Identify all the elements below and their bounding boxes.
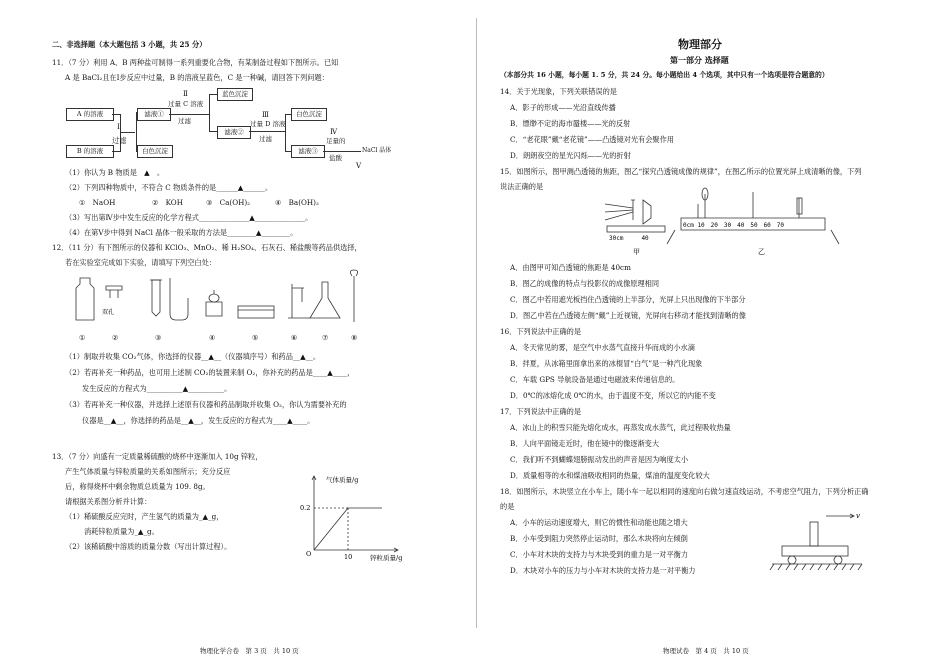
- q17-option-b: B．人向平面镜走近时，他在镜中的像逐渐变大: [510, 439, 660, 448]
- app-label-2: ②: [112, 333, 119, 342]
- q13-p1b: 消耗锌粒质量为_▲_g。: [84, 527, 159, 536]
- q18-option-b: B．小车受到阻力突然停止运动时，那么木块将向左倾倒: [510, 534, 688, 543]
- app-label-1: ①: [79, 333, 86, 342]
- flow-filter2: 过滤: [178, 117, 191, 125]
- q11-opt4: ④ Ba(OH)₂: [275, 198, 319, 207]
- flow-step4: Ⅳ: [330, 127, 338, 136]
- q17-stem: 17．下列说法中正确的是: [500, 407, 582, 416]
- q16-option-d: D．0℃的冰熔化成 0℃的水，由于温度不变，所以它的内能不变: [510, 391, 716, 400]
- app-label-3: ③: [155, 333, 162, 342]
- q17-option-c: C．我们听不到蝴蝶翅膀振动发出的声音是因为响度太小: [510, 455, 689, 464]
- q13-line4: 请根据关系图分析并计算：: [65, 497, 152, 506]
- flow-a-solution: A 的溶液: [66, 108, 114, 121]
- q13-line3: 后，称得烧杯中剩余物质总质量为 109. 8g。: [65, 482, 210, 491]
- q16-option-a: A．冬天常见的雾，是空气中水蒸气直接升华而成的小水滴: [510, 343, 695, 352]
- q17-option-d: D．质量相等的水和煤油吸收相同的热量，煤油的温度变化较大: [510, 471, 710, 480]
- q16-stem: 16．下列说法中正确的是: [500, 327, 582, 336]
- graph-xtick: 10: [344, 553, 353, 561]
- q14-stem: 14．关于光现象，下列关联错误的是: [500, 87, 617, 96]
- physics-title: 物理部分: [678, 38, 722, 51]
- right-footer: 物理试卷 第 4 页 共 10 页: [663, 647, 749, 655]
- flow-white-ppt2: 白色沉淀: [291, 108, 327, 121]
- q13-graph: [300, 470, 420, 560]
- ruler-a: 30cm 40: [609, 235, 649, 242]
- q18-cart-figure: [768, 510, 868, 580]
- right-page: [478, 0, 950, 672]
- app-label-5: ⑤: [252, 333, 259, 342]
- q12-p2: （2）若再补充一种药品，也可用上述制 CO₂的装置来制 O₂，你补充的药品是____▲____，: [65, 368, 355, 377]
- flow-white-ppt1: 白色沉淀: [137, 145, 173, 158]
- flow-step5: Ⅴ: [356, 161, 362, 170]
- graph-ylabel: 气体质量/g: [326, 476, 359, 484]
- q11-p1: （1）你认为 B 物质是 ▲ 。: [65, 168, 165, 177]
- flow-filter1: 过滤: [112, 136, 127, 145]
- app-label-6: ⑥: [291, 333, 298, 342]
- graph-ytick: 0.2: [300, 504, 311, 512]
- q16-option-b: B．拌夏，从冰箱里面拿出来的冰棍冒“白气”是一种汽化现象: [510, 359, 703, 368]
- q18-stem1: 18．如图所示，木块竖立在小车上，随小车一起以相同的速度向右做匀速直线运动，不考虑空气阻力，下列分析正确: [500, 487, 869, 496]
- flow-blue-ppt: 蓝色沉淀: [217, 88, 253, 101]
- flow-step3-cond: 过量 D 溶液: [250, 120, 286, 128]
- app-label-8: ⑧: [351, 333, 358, 342]
- q12-p2b: 发生反应的方程式为__________▲__________。: [82, 384, 232, 393]
- ruler-b: 0cm 10 20 30 40 50 60 70: [683, 222, 785, 229]
- physics-instruction: （本部分共 16 小题，每小题 1. 5 分，共 24 分。每小题给出 4 个选项，其中只有一个选项是符合题意的）: [500, 71, 829, 79]
- q11-opt2: ② KOH: [152, 198, 183, 207]
- flow-product: NaCl 晶体: [362, 147, 392, 154]
- figure-label-a: 甲: [633, 248, 640, 256]
- flow-step2-cond: 过量 C 溶液: [168, 100, 204, 108]
- q14-option-d: D．朗朗夜空的星光闪烁——光的折射: [510, 151, 631, 160]
- figure-label-b: 乙: [758, 248, 765, 256]
- q18-option-c: C．小车对木块的支持力与木块受到的重力是一对平衡力: [510, 550, 689, 559]
- graph-origin: O: [306, 550, 312, 558]
- q15-stem2: 说法正确的是: [500, 182, 544, 191]
- q11-p2: （2）下列四种物质中，不符合 C 物质条件的是______▲______。: [65, 183, 273, 192]
- q14-option-c: C．“老花眼”戴“老花镜”——凸透镜对光有会聚作用: [510, 135, 674, 144]
- q16-option-c: C．车载 GPS 导航设备是通过电磁波来传递信息的。: [510, 375, 680, 384]
- q15-figure: [603, 188, 903, 258]
- flow-step4-cond2: 盐酸: [329, 154, 342, 162]
- flow-filter3: 过滤: [259, 135, 272, 143]
- q11-opt3: ③ Ca(OH)₂: [206, 198, 251, 207]
- q18-option-a: A．小车的运动速度增大，则它的惯性和动能也随之增大: [510, 518, 688, 527]
- q13-p1: （1）稀硫酸反应完时，产生氢气的质量为_▲_g，: [65, 512, 224, 521]
- q11-p4: （4）在第Ⅴ步中得到 NaCl 晶体一般采取的方法是________▲________。: [65, 228, 298, 237]
- flow-step3: Ⅲ: [262, 110, 269, 119]
- flow-step1: Ⅰ: [117, 122, 120, 131]
- q12-p3: （3）若再补充一种仪器，并选择上述原有仪器和药品制取并收集 O₂，你认为需要补充的: [65, 400, 347, 409]
- q17-option-a: A．冰山上的积雪只能先熔化成水，再蒸发成水蒸气，此过程吸收热量: [510, 423, 731, 432]
- q12-p1: （1）制取并收集 CO₂气体，你选择的仪器__▲__（仪器填序号）和药品__▲__。: [65, 352, 321, 361]
- q12-line1: 12．（11 分）有下图所示的仪器和 KClO₃、MnO₂、稀 H₂SO₄、石灰石、稀盐酸等药品供选择，: [52, 243, 362, 252]
- q11-p3: （3）写出第Ⅳ步中发生反应的化学方程式______________▲______________。: [65, 213, 313, 222]
- q15-option-c: C．图乙中若用遮光板挡住凸透镜的上半部分，光屏上只出现像的下半部分: [510, 295, 746, 304]
- q15-option-a: A．由图甲可知凸透镜的焦距是 40cm: [510, 263, 631, 272]
- flow-filtrate3: 滤液③: [291, 145, 325, 158]
- q15-option-b: B．图乙的成像的特点与投影仪的成像原理相同: [510, 279, 660, 288]
- q13-p2: （2）该稀硫酸中溶质的质量分数（写出计算过程）。: [65, 542, 232, 551]
- q18-stem2: 的是: [500, 502, 515, 511]
- app-label-7: ⑦: [322, 333, 329, 342]
- q18-option-d: D．木块对小车的压力与小车对木块的支持力是一对平衡力: [510, 566, 696, 575]
- left-footer: 物理化学合卷 第 3 页 共 10 页: [200, 647, 299, 655]
- q15-stem1: 15．如图所示，图甲测凸透镜的焦距，图乙“探究凸透镜成像的规律”，在图乙所示的位置光屏上成清晰的像，下列: [500, 167, 862, 176]
- q12-p3b: 仪器是__▲__，你选择的药品是__▲__，发生反应的方程式为____▲____。: [82, 416, 315, 425]
- double-hole-label: 双孔: [102, 309, 115, 316]
- flow-filtrate2: 滤液②: [217, 126, 251, 139]
- q14-option-a: A．影子的形成——光沿直线传播: [510, 103, 616, 112]
- app-label-4: ④: [209, 333, 216, 342]
- q11-line2: A 是 BaCl₂且在Ⅰ步反应中过量，B 的溶液呈蓝色，C 是一种碱，请回答下列问题：: [65, 73, 329, 82]
- q11-line1: 11．（7 分）利用 A、B 两种盐可制得一系列重要化合物，有某制备过程如下图所示。已知: [52, 58, 339, 67]
- q14-option-b: B．缥缈不定的海市蜃楼——光的反射: [510, 119, 631, 128]
- section-heading: 二、非选择题（本大题包括 3 小题，共 25 分）: [52, 40, 207, 49]
- flow-filtrate1: 滤液①: [137, 108, 171, 121]
- q12-line2: 若在实验室完成如下实验，请填写下列空白处：: [65, 258, 216, 267]
- flow-b-solution: B 的溶液: [66, 145, 114, 158]
- graph-xlabel: 锌粒质量/g: [370, 554, 403, 562]
- q13-line1: 13．（7 分）向盛有一定质量稀硫酸的烧杯中逐渐加入 10g 锌粒，: [52, 452, 263, 461]
- flow-step4-cond1: 足量的: [326, 137, 346, 145]
- q13-line2: 产生气体质量与锌粒质量的关系如图所示；充分反应: [65, 467, 231, 476]
- velocity-label: v: [856, 512, 860, 520]
- physics-subtitle: 第一部分 选择题: [670, 55, 729, 65]
- q15-option-d: D．图乙中若在凸透镜左侧“戴”上近视镜，光屏向右移动才能找到清晰的像: [510, 311, 746, 320]
- flow-step2: Ⅱ: [183, 89, 188, 98]
- page-divider: [476, 18, 477, 628]
- q12-apparatus: [70, 268, 370, 328]
- q11-opt1: ① NaOH: [79, 198, 116, 207]
